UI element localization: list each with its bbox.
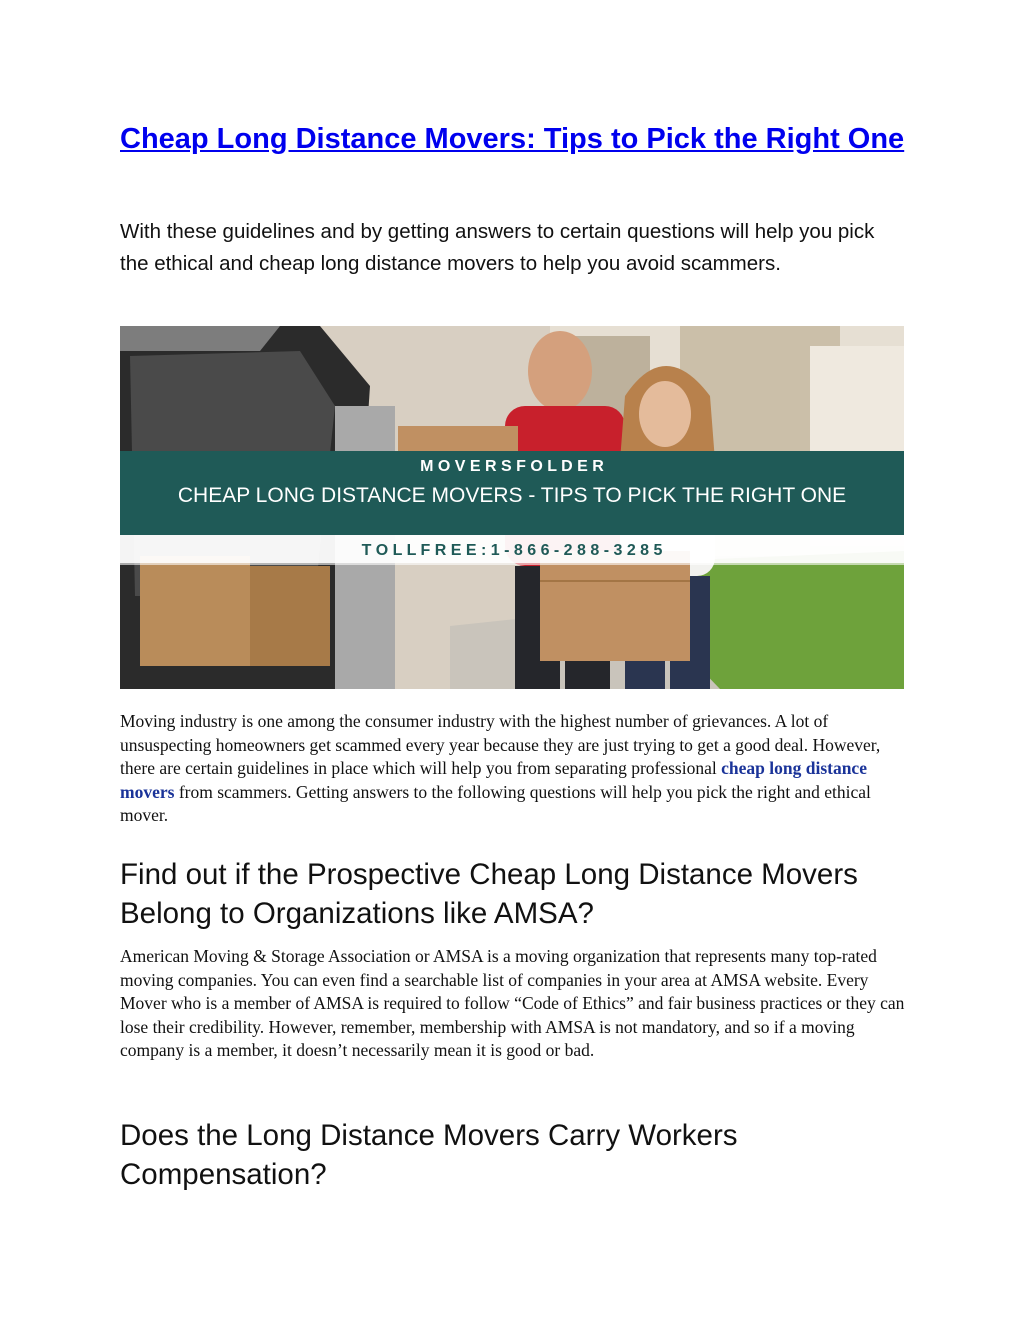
cheap-long-distance-movers-link[interactable]: cheap long distance movers xyxy=(120,758,867,802)
section-heading-workers-comp: Does the Long Distance Movers Carry Workers Compensation? xyxy=(120,1119,738,1191)
banner-brand: M O V E R S F O L D E R xyxy=(420,458,604,475)
intro-paragraph: With these guidelines and by getting answers to certain questions will help you pick the ethical and cheap long distance movers to help you avoid scammers. xyxy=(120,220,875,275)
paragraph-1-text-b: from scammers. Getting answers to the following questions will help you pick the right and ethical mover. xyxy=(120,781,871,826)
article-title-link[interactable]: Cheap Long Distance Movers: Tips to Pick the Right One xyxy=(120,123,905,155)
paragraph-2: American Moving & Storage Association or AMSA is a moving organization that represents many top-rated moving companies. You can even find a searchable list of companies in your area at AMSA website. Every Mover who is a member of AMSA is required to follow “Code of Ethics” and fair business practices or they can lose their credibility. However, remember, membership with AMSA is not mandatory, and so if a moving company is a member, it doesn’t necessarily mean it is good or bad. xyxy=(120,946,905,1061)
hero-image xyxy=(120,326,904,689)
banner-phone: T O L L F R E E : 1 - 8 6 6 - 2 8 8 - 3 2 8 5 xyxy=(361,542,663,559)
banner-headline: CHEAP LONG DISTANCE MOVERS - TIPS TO PICK THE RIGHT ONE xyxy=(177,484,847,507)
paragraph-1 xyxy=(120,710,905,828)
section-heading-amsa: Find out if the Prospective Cheap Long Distance Movers Belong to Organizations like AMSA? xyxy=(120,858,858,930)
paragraph-1-text-a: Moving industry is one among the consumer industry with the highest number of grievances. A lot of unsuspecting homeowners get scammed every year because they are just trying to get a good deal. However, there are certain guidelines in place which will help you from separating professional xyxy=(120,711,881,779)
